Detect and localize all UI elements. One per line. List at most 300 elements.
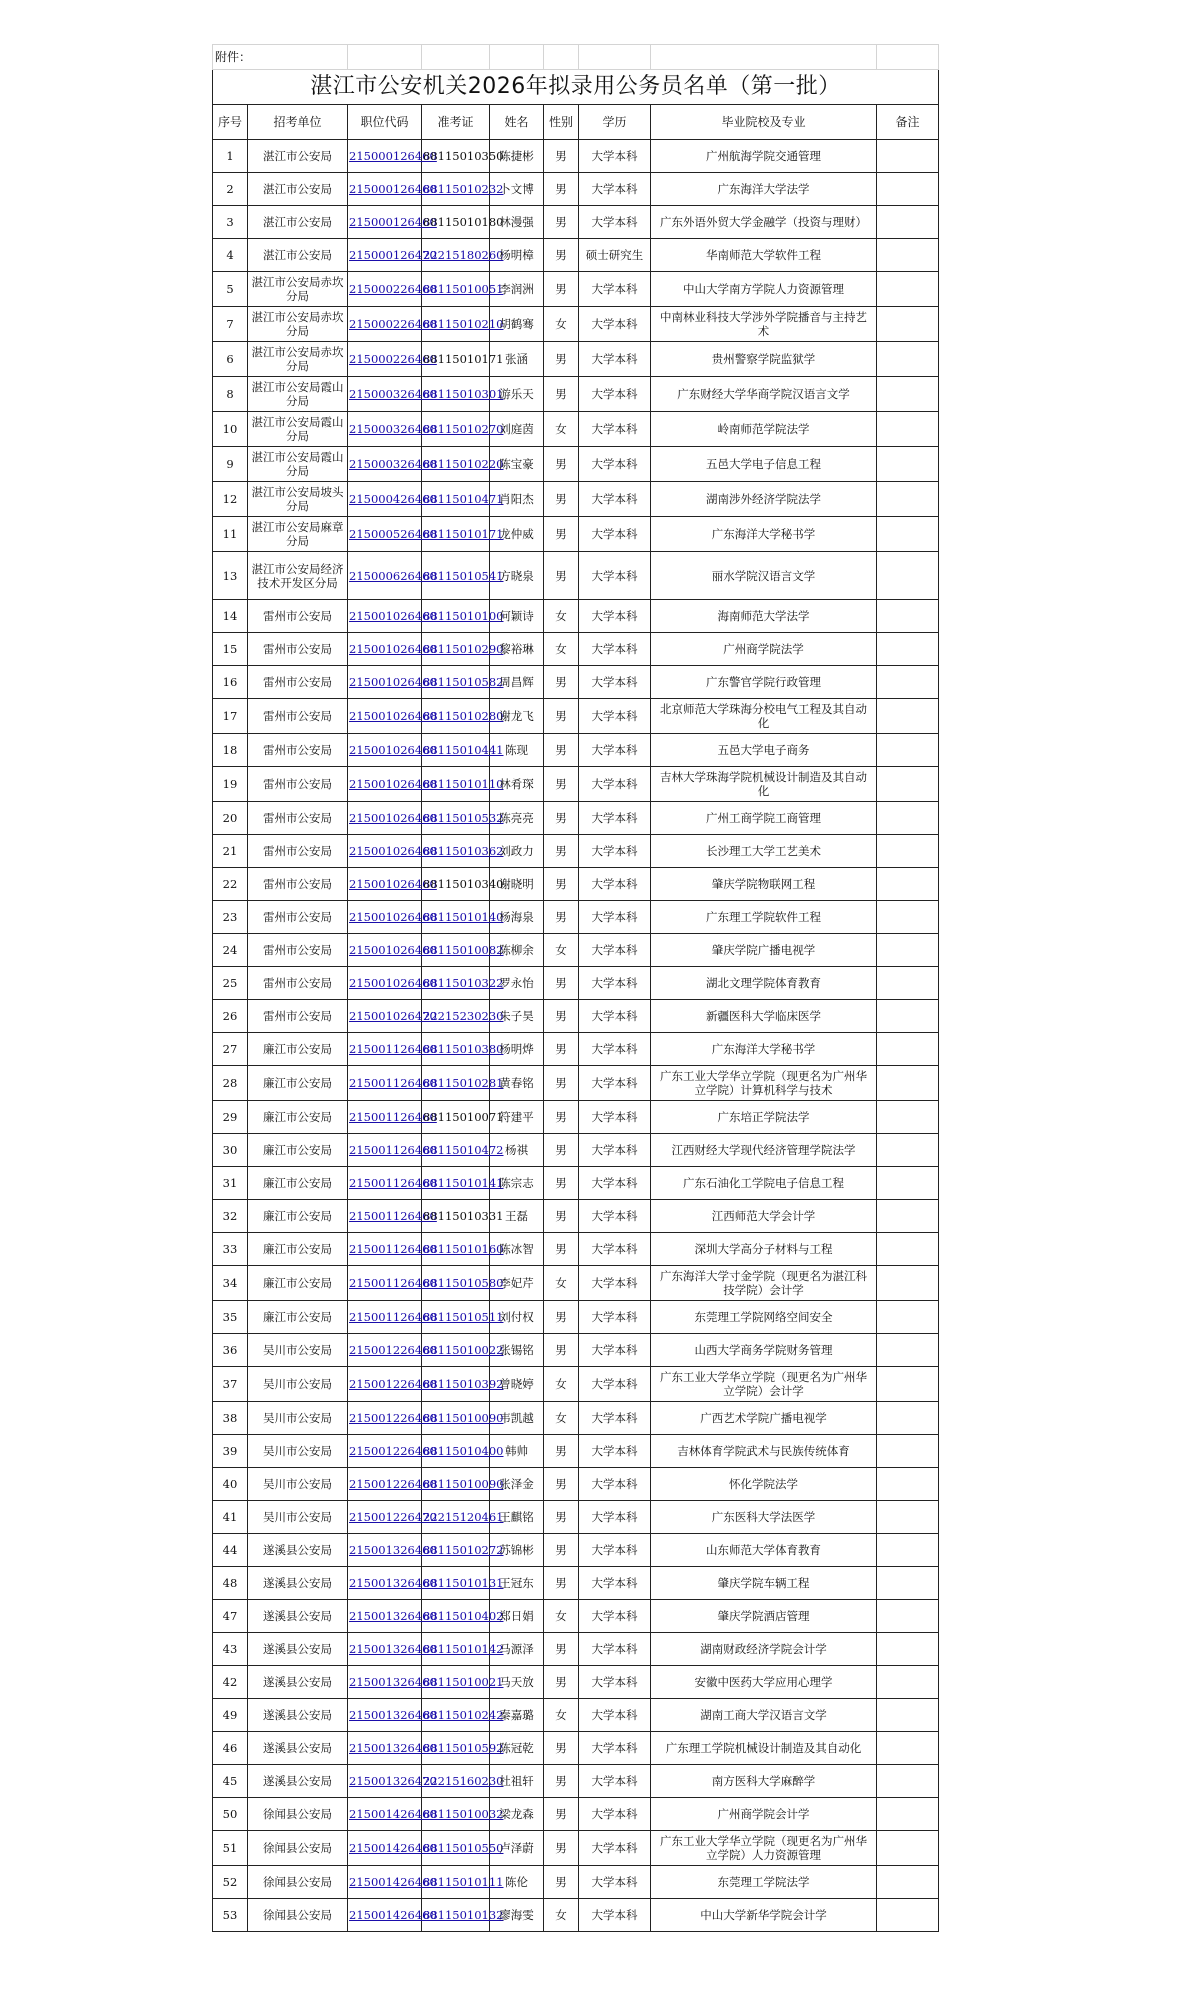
table-row — [213, 1600, 939, 1633]
row-ticket-number[interactable]: 88115010281 — [422, 1066, 490, 1101]
row-education: 大学本科 — [579, 934, 651, 967]
row-note — [877, 699, 939, 734]
row-sex: 男 — [544, 1798, 579, 1831]
row-name: 张锡铭 — [490, 1334, 544, 1367]
row-note — [877, 1200, 939, 1233]
row-name: 陈冰智 — [490, 1233, 544, 1266]
row-education: 大学本科 — [579, 1468, 651, 1501]
row-unit: 湛江市公安局霞山分局 — [248, 377, 348, 412]
row-school-major: 广东理工学院软件工程 — [651, 901, 877, 934]
row-ticket-number[interactable]: 88115010532 — [422, 802, 490, 835]
row-unit: 湛江市公安局 — [248, 140, 348, 173]
row-index: 35 — [213, 1301, 248, 1334]
row-position-code[interactable]: 215001026460 — [348, 868, 422, 901]
row-unit: 遂溪县公安局 — [248, 1699, 348, 1732]
row-ticket-number[interactable]: 88115010471 — [422, 482, 490, 517]
row-note — [877, 1066, 939, 1101]
row-school-major: 广东财经大学华商学院汉语言文学 — [651, 377, 877, 412]
row-ticket-number[interactable]: 88115010511 — [422, 1301, 490, 1334]
row-ticket-number[interactable]: 88115010580 — [422, 1266, 490, 1301]
row-position-code[interactable]: 215001126460 — [348, 1200, 422, 1233]
row-sex: 女 — [544, 1600, 579, 1633]
row-position-code[interactable]: 215001126460 — [348, 1066, 422, 1101]
row-position-code[interactable]: 215001026460 — [348, 835, 422, 868]
row-sex: 男 — [544, 342, 579, 377]
row-position-code[interactable]: 215001026460 — [348, 934, 422, 967]
row-position-code[interactable]: 215000326460 — [348, 377, 422, 412]
row-unit: 遂溪县公安局 — [248, 1567, 348, 1600]
row-ticket-number: 88115010350 — [422, 140, 490, 173]
row-school-major: 中南林业科技大学涉外学院播音与主持艺术 — [651, 307, 877, 342]
row-position-code[interactable]: 215001026470 — [348, 1000, 422, 1033]
row-ticket-number[interactable]: 88115010272 — [422, 1534, 490, 1567]
row-ticket-number[interactable]: 88115010140 — [422, 901, 490, 934]
row-ticket-number[interactable]: 88115010111 — [422, 1866, 490, 1899]
row-unit: 廉江市公安局 — [248, 1134, 348, 1167]
row-unit: 雷州市公安局 — [248, 901, 348, 934]
row-school-major: 怀化学院法学 — [651, 1468, 877, 1501]
row-ticket-number[interactable]: 88115010242 — [422, 1699, 490, 1732]
row-note — [877, 1367, 939, 1402]
row-ticket-number[interactable]: 88115010441 — [422, 734, 490, 767]
row-index: 50 — [213, 1798, 248, 1831]
row-position-code[interactable]: 215001326460 — [348, 1732, 422, 1765]
row-unit: 廉江市公安局 — [248, 1233, 348, 1266]
row-education: 大学本科 — [579, 1066, 651, 1101]
row-name: 林肴琛 — [490, 767, 544, 802]
row-school-major: 广东海洋大学寸金学院（现更名为湛江科技学院）会计学 — [651, 1266, 877, 1301]
row-note — [877, 734, 939, 767]
row-school-major: 广西艺术学院广播电视学 — [651, 1402, 877, 1435]
row-ticket-number[interactable]: 88115010541 — [422, 552, 490, 600]
row-position-code[interactable]: 215001126460 — [348, 1101, 422, 1134]
row-sex: 男 — [544, 699, 579, 734]
row-position-code[interactable]: 215001026460 — [348, 767, 422, 802]
row-sex: 男 — [544, 835, 579, 868]
row-ticket-number[interactable]: 22215160230 — [422, 1765, 490, 1798]
row-position-code[interactable]: 215001326460 — [348, 1699, 422, 1732]
row-position-code[interactable]: 215001226460 — [348, 1468, 422, 1501]
row-ticket-number[interactable]: 88115010141 — [422, 1167, 490, 1200]
row-sex: 男 — [544, 1301, 579, 1334]
row-position-code[interactable]: 215001026460 — [348, 666, 422, 699]
row-ticket-number[interactable]: 88115010402 — [422, 1600, 490, 1633]
table-row — [213, 934, 939, 967]
row-position-code[interactable]: 215001026460 — [348, 734, 422, 767]
row-ticket-number[interactable]: 88115010322 — [422, 967, 490, 1000]
row-index: 41 — [213, 1501, 248, 1534]
row-index: 3 — [213, 206, 248, 239]
row-position-code[interactable]: 215001426460 — [348, 1798, 422, 1831]
table-row — [213, 633, 939, 666]
row-school-major: 贵州警察学院监狱学 — [651, 342, 877, 377]
row-ticket-number[interactable]: 88115010400 — [422, 1435, 490, 1468]
row-education: 大学本科 — [579, 1831, 651, 1866]
row-ticket-number[interactable]: 88115010090 — [422, 1468, 490, 1501]
row-name: 李润洲 — [490, 272, 544, 307]
row-unit: 雷州市公安局 — [248, 734, 348, 767]
row-unit: 雷州市公安局 — [248, 934, 348, 967]
row-education: 大学本科 — [579, 1633, 651, 1666]
row-position-code[interactable]: 215001326460 — [348, 1600, 422, 1633]
row-unit: 遂溪县公安局 — [248, 1732, 348, 1765]
row-position-code[interactable]: 215001226460 — [348, 1367, 422, 1402]
row-education: 大学本科 — [579, 967, 651, 1000]
row-ticket-number[interactable]: 88115010022 — [422, 1334, 490, 1367]
attachment-row — [213, 45, 939, 70]
row-position-code[interactable]: 215000326460 — [348, 412, 422, 447]
row-index: 24 — [213, 934, 248, 967]
row-ticket-number[interactable]: 88115010290 — [422, 633, 490, 666]
table-row — [213, 140, 939, 173]
table-row — [213, 342, 939, 377]
row-sex: 女 — [544, 412, 579, 447]
row-ticket-number[interactable]: 88115010110 — [422, 767, 490, 802]
row-education: 大学本科 — [579, 447, 651, 482]
header-unit: 招考单位 — [248, 105, 348, 140]
row-name: 韦凯越 — [490, 1402, 544, 1435]
row-school-major: 肇庆学院酒店管理 — [651, 1600, 877, 1633]
row-school-major: 广州工商学院工商管理 — [651, 802, 877, 835]
row-note — [877, 173, 939, 206]
row-index: 17 — [213, 699, 248, 734]
row-note — [877, 967, 939, 1000]
row-ticket-number[interactable]: 88115010220 — [422, 447, 490, 482]
row-note — [877, 666, 939, 699]
row-ticket-number[interactable]: 22215120461 — [422, 1501, 490, 1534]
row-sex: 男 — [544, 482, 579, 517]
table-row — [213, 1134, 939, 1167]
row-note — [877, 412, 939, 447]
row-sex: 男 — [544, 173, 579, 206]
row-position-code[interactable]: 215000126460 — [348, 206, 422, 239]
row-ticket-number: 88115010331 — [422, 1200, 490, 1233]
title-row — [213, 70, 939, 105]
row-index: 48 — [213, 1567, 248, 1600]
row-position-code[interactable]: 215001226470 — [348, 1501, 422, 1534]
row-name: 陈宗志 — [490, 1167, 544, 1200]
row-position-code[interactable]: 215001326460 — [348, 1633, 422, 1666]
row-school-major: 广东海洋大学秘书学 — [651, 1033, 877, 1066]
table-row — [213, 1334, 939, 1367]
row-index: 30 — [213, 1134, 248, 1167]
row-position-code[interactable]: 215001026460 — [348, 633, 422, 666]
row-ticket-number[interactable]: 88115010362 — [422, 835, 490, 868]
row-name: 马天放 — [490, 1666, 544, 1699]
row-education: 大学本科 — [579, 1765, 651, 1798]
row-ticket-number[interactable]: 88115010472 — [422, 1134, 490, 1167]
row-ticket-number[interactable]: 88115010582 — [422, 666, 490, 699]
row-school-major: 广东海洋大学秘书学 — [651, 517, 877, 552]
table-row — [213, 1435, 939, 1468]
row-sex: 男 — [544, 1534, 579, 1567]
row-education: 大学本科 — [579, 1732, 651, 1765]
row-education: 大学本科 — [579, 342, 651, 377]
row-note — [877, 600, 939, 633]
row-sex: 男 — [544, 767, 579, 802]
row-ticket-number[interactable]: 88115010082 — [422, 934, 490, 967]
row-note — [877, 342, 939, 377]
row-position-code[interactable]: 215001026460 — [348, 600, 422, 633]
row-ticket-number[interactable]: 88115010280 — [422, 699, 490, 734]
row-note — [877, 517, 939, 552]
row-note — [877, 1435, 939, 1468]
row-position-code[interactable]: 215000226460 — [348, 342, 422, 377]
table-row — [213, 1266, 939, 1301]
row-position-code[interactable]: 215001126460 — [348, 1033, 422, 1066]
row-unit: 雷州市公安局 — [248, 666, 348, 699]
row-index: 25 — [213, 967, 248, 1000]
row-position-code[interactable]: 215001226460 — [348, 1334, 422, 1367]
row-note — [877, 1266, 939, 1301]
row-name: 李妃芹 — [490, 1266, 544, 1301]
row-index: 13 — [213, 552, 248, 600]
row-index: 53 — [213, 1899, 248, 1932]
row-unit: 吴川市公安局 — [248, 1402, 348, 1435]
row-note — [877, 1033, 939, 1066]
row-school-major: 广东培正学院法学 — [651, 1101, 877, 1134]
table-row — [213, 767, 939, 802]
row-sex: 男 — [544, 517, 579, 552]
row-note — [877, 1633, 939, 1666]
row-position-code[interactable]: 215001426460 — [348, 1899, 422, 1932]
row-position-code[interactable]: 215001126460 — [348, 1167, 422, 1200]
row-education: 大学本科 — [579, 1033, 651, 1066]
row-name: 王磊 — [490, 1200, 544, 1233]
row-name: 马源泽 — [490, 1633, 544, 1666]
row-note — [877, 767, 939, 802]
row-name: 王麒铭 — [490, 1501, 544, 1534]
row-ticket-number[interactable]: 88115010270 — [422, 412, 490, 447]
row-education: 大学本科 — [579, 517, 651, 552]
row-education: 大学本科 — [579, 1266, 651, 1301]
row-ticket-number[interactable]: 88115010171 — [422, 517, 490, 552]
row-school-major: 吉林大学珠海学院机械设计制造及其自动化 — [651, 767, 877, 802]
row-position-code[interactable]: 215001126460 — [348, 1233, 422, 1266]
row-sex: 男 — [544, 272, 579, 307]
row-unit: 徐闻县公安局 — [248, 1866, 348, 1899]
row-position-code[interactable]: 215000526460 — [348, 517, 422, 552]
row-sex: 男 — [544, 1468, 579, 1501]
row-school-major: 南方医科大学麻醉学 — [651, 1765, 877, 1798]
row-index: 20 — [213, 802, 248, 835]
row-unit: 雷州市公安局 — [248, 633, 348, 666]
table-row — [213, 1899, 939, 1932]
row-sex: 男 — [544, 734, 579, 767]
row-note — [877, 206, 939, 239]
table-row — [213, 1167, 939, 1200]
row-position-code[interactable]: 215001026460 — [348, 699, 422, 734]
row-sex: 男 — [544, 1167, 579, 1200]
row-unit: 徐闻县公安局 — [248, 1899, 348, 1932]
row-index: 38 — [213, 1402, 248, 1435]
table-row — [213, 272, 939, 307]
table-row — [213, 1468, 939, 1501]
row-index: 5 — [213, 272, 248, 307]
row-education: 大学本科 — [579, 1534, 651, 1567]
row-position-code[interactable]: 215001226460 — [348, 1435, 422, 1468]
row-index: 4 — [213, 239, 248, 272]
row-note — [877, 1334, 939, 1367]
row-note — [877, 1000, 939, 1033]
row-position-code[interactable]: 215000126470 — [348, 239, 422, 272]
row-position-code[interactable]: 215001026460 — [348, 967, 422, 1000]
row-position-code[interactable]: 215001326470 — [348, 1765, 422, 1798]
row-school-major: 中山大学南方学院人力资源管理 — [651, 272, 877, 307]
row-index: 6 — [213, 342, 248, 377]
row-ticket-number[interactable]: 88115010592 — [422, 1732, 490, 1765]
row-unit: 遂溪县公安局 — [248, 1765, 348, 1798]
row-position-code[interactable]: 215001126460 — [348, 1134, 422, 1167]
row-unit: 雷州市公安局 — [248, 868, 348, 901]
row-unit: 廉江市公安局 — [248, 1033, 348, 1066]
row-position-code[interactable]: 215001326460 — [348, 1567, 422, 1600]
row-name: 谢晓明 — [490, 868, 544, 901]
row-ticket-number[interactable]: 88115010232 — [422, 173, 490, 206]
row-position-code[interactable]: 215001426460 — [348, 1831, 422, 1866]
row-school-major: 中山大学新华学院会计学 — [651, 1899, 877, 1932]
row-ticket-number: 88115010171 — [422, 342, 490, 377]
row-index: 51 — [213, 1831, 248, 1866]
row-position-code[interactable]: 215000226460 — [348, 307, 422, 342]
table-row — [213, 517, 939, 552]
row-note — [877, 482, 939, 517]
row-name: 方晓泉 — [490, 552, 544, 600]
row-ticket-number[interactable]: 88115010090 — [422, 1402, 490, 1435]
row-ticket-number[interactable]: 88115010301 — [422, 377, 490, 412]
row-name: 肖阳杰 — [490, 482, 544, 517]
row-position-code[interactable]: 215001026460 — [348, 901, 422, 934]
row-unit: 遂溪县公安局 — [248, 1534, 348, 1567]
row-education: 大学本科 — [579, 1899, 651, 1932]
row-note — [877, 1567, 939, 1600]
row-name: 刘庭茵 — [490, 412, 544, 447]
row-ticket-number[interactable]: 88115010100 — [422, 600, 490, 633]
row-sex: 男 — [544, 140, 579, 173]
row-ticket-number[interactable]: 88115010550 — [422, 1831, 490, 1866]
row-note — [877, 1899, 939, 1932]
row-name: 韩帅 — [490, 1435, 544, 1468]
row-school-major: 广东海洋大学法学 — [651, 173, 877, 206]
row-school-major: 肇庆学院车辆工程 — [651, 1567, 877, 1600]
row-school-major: 海南师范大学法学 — [651, 600, 877, 633]
row-education: 大学本科 — [579, 802, 651, 835]
row-index: 32 — [213, 1200, 248, 1233]
row-sex: 男 — [544, 1866, 579, 1899]
table-row — [213, 1831, 939, 1866]
row-name: 苏锦彬 — [490, 1534, 544, 1567]
table-row — [213, 868, 939, 901]
row-unit: 湛江市公安局霞山分局 — [248, 412, 348, 447]
row-unit: 遂溪县公安局 — [248, 1600, 348, 1633]
table-row — [213, 835, 939, 868]
row-name: 刘付权 — [490, 1301, 544, 1334]
row-school-major: 江西财经大学现代经济管理学院法学 — [651, 1134, 877, 1167]
row-education: 大学本科 — [579, 272, 651, 307]
row-school-major: 五邑大学电子商务 — [651, 734, 877, 767]
table-row — [213, 901, 939, 934]
row-education: 大学本科 — [579, 1367, 651, 1402]
row-ticket-number[interactable]: 22215180260 — [422, 239, 490, 272]
row-note — [877, 1167, 939, 1200]
table-row — [213, 802, 939, 835]
row-position-code[interactable]: 215000126460 — [348, 173, 422, 206]
row-sex: 男 — [544, 1033, 579, 1066]
row-name: 陈现 — [490, 734, 544, 767]
row-ticket-number[interactable]: 88115010380 — [422, 1033, 490, 1066]
row-index: 2 — [213, 173, 248, 206]
row-education: 大学本科 — [579, 699, 651, 734]
row-name: 胡鹤骞 — [490, 307, 544, 342]
row-position-code[interactable]: 215001426460 — [348, 1866, 422, 1899]
table-row — [213, 482, 939, 517]
row-position-code[interactable]: 215000326460 — [348, 447, 422, 482]
row-sex: 男 — [544, 1732, 579, 1765]
row-education: 大学本科 — [579, 482, 651, 517]
row-ticket-number[interactable]: 88115010021 — [422, 1666, 490, 1699]
row-note — [877, 1798, 939, 1831]
row-sex: 男 — [544, 1501, 579, 1534]
row-position-code[interactable]: 215001126460 — [348, 1266, 422, 1301]
row-position-code[interactable]: 215000426460 — [348, 482, 422, 517]
row-note — [877, 1534, 939, 1567]
row-position-code[interactable]: 215001326460 — [348, 1534, 422, 1567]
row-ticket-number[interactable]: 88115010210 — [422, 307, 490, 342]
row-ticket-number[interactable]: 88115010160 — [422, 1233, 490, 1266]
row-ticket-number[interactable]: 88115010142 — [422, 1633, 490, 1666]
row-school-major: 华南师范大学软件工程 — [651, 239, 877, 272]
header-education: 学历 — [579, 105, 651, 140]
row-name: 游乐天 — [490, 377, 544, 412]
row-ticket-number[interactable]: 88115010131 — [422, 1567, 490, 1600]
row-school-major: 新疆医科大学临床医学 — [651, 1000, 877, 1033]
row-name: 杜祖轩 — [490, 1765, 544, 1798]
table-row — [213, 734, 939, 767]
row-position-code[interactable]: 215001226460 — [348, 1402, 422, 1435]
row-sex: 女 — [544, 1367, 579, 1402]
row-ticket-number[interactable]: 88115010132 — [422, 1899, 490, 1932]
row-position-code[interactable]: 215001326460 — [348, 1666, 422, 1699]
row-ticket-number[interactable]: 22215230230 — [422, 1000, 490, 1033]
table-row — [213, 1633, 939, 1666]
row-position-code[interactable]: 215001126460 — [348, 1301, 422, 1334]
table-row — [213, 1101, 939, 1134]
table-row — [213, 173, 939, 206]
row-ticket-number[interactable]: 88115010392 — [422, 1367, 490, 1402]
row-ticket-number[interactable]: 88115010051 — [422, 272, 490, 307]
row-position-code[interactable]: 215001026460 — [348, 802, 422, 835]
row-unit: 廉江市公安局 — [248, 1167, 348, 1200]
row-name: 郑日娟 — [490, 1600, 544, 1633]
row-sex: 男 — [544, 552, 579, 600]
row-education: 大学本科 — [579, 206, 651, 239]
row-unit: 吴川市公安局 — [248, 1468, 348, 1501]
row-position-code[interactable]: 215000126460 — [348, 140, 422, 173]
row-school-major: 安徽中医药大学应用心理学 — [651, 1666, 877, 1699]
row-education: 大学本科 — [579, 1134, 651, 1167]
row-ticket-number[interactable]: 88115010032 — [422, 1798, 490, 1831]
table-row — [213, 1367, 939, 1402]
row-note — [877, 868, 939, 901]
row-school-major: 广东工业大学华立学院（现更名为广州华立学院）计算机科学与技术 — [651, 1066, 877, 1101]
row-position-code[interactable]: 215000226460 — [348, 272, 422, 307]
row-position-code[interactable]: 215000626460 — [348, 552, 422, 600]
row-sex: 男 — [544, 1200, 579, 1233]
row-unit: 雷州市公安局 — [248, 767, 348, 802]
row-name: 朱子昊 — [490, 1000, 544, 1033]
row-index: 10 — [213, 412, 248, 447]
row-index: 16 — [213, 666, 248, 699]
